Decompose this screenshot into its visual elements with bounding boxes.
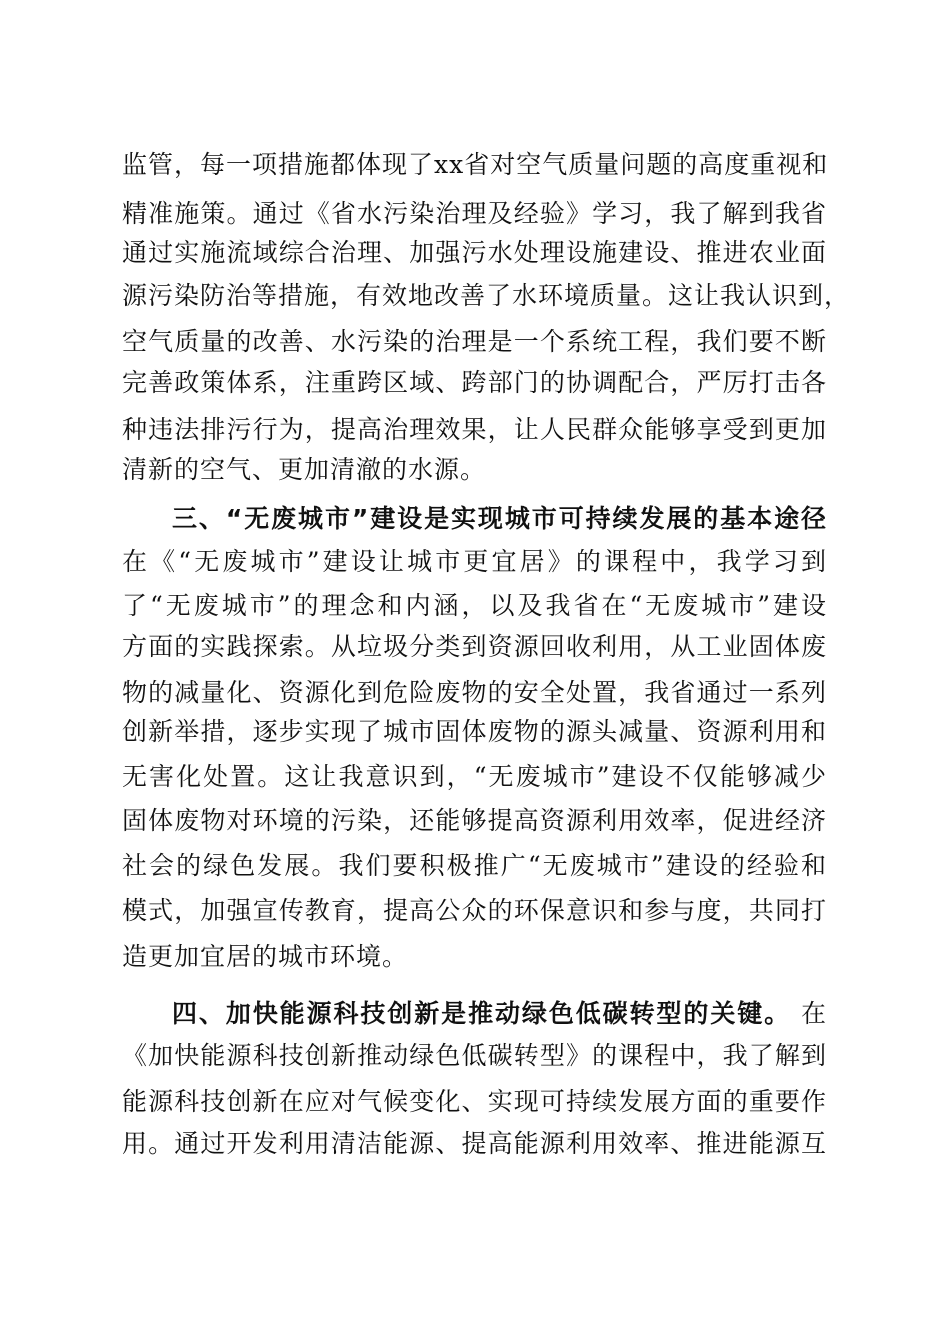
paragraph-line: 能源科技创新在应对气候变化、实现可持续发展方面的重要作 bbox=[122, 1087, 827, 1116]
paragraph-line: 清新的空气、更加清澈的水源。 bbox=[122, 455, 487, 484]
paragraph-line: 监管，每一项措施都体现了xx省对空气质量问题的高度重视和 bbox=[122, 150, 829, 179]
paragraph-line: 社会的绿色发展。我们要积极推广“无废城市”建设的经验和 bbox=[122, 851, 827, 880]
paragraph-line: 物的减量化、资源化到危险废物的安全处置，我省通过一系列 bbox=[122, 678, 827, 707]
paragraph-line: 了“无废城市”的理念和内涵，以及我省在“无废城市”建设 bbox=[122, 591, 827, 620]
paragraph-line: 模式，加强宣传教育，提高公众的环保意识和参与度，共同打 bbox=[122, 896, 827, 925]
paragraph-line: 无害化处置。这让我意识到，“无废城市”建设不仅能够减少 bbox=[122, 762, 827, 791]
paragraph-line: 空气质量的改善、水污染的治理是一个系统工程，我们要不断 bbox=[122, 327, 827, 356]
paragraph-line: 造更加宜居的城市环境。 bbox=[122, 942, 409, 971]
paragraph-line: 源污染防治等措施，有效地改善了水环境质量。这让我认识到， bbox=[122, 281, 851, 310]
paragraph-line: 创新举措，逐步实现了城市固体废物的源头减量、资源利用和 bbox=[122, 717, 827, 746]
section-heading-4: 四、加快能源科技创新是推动绿色低碳转型的关键。 bbox=[172, 999, 792, 1028]
paragraph-line: 通过实施流域综合治理、加强污水处理设施建设、推进农业面 bbox=[122, 238, 827, 267]
paragraph-line: 方面的实践探索。从垃圾分类到资源回收利用，从工业固体废 bbox=[122, 632, 827, 661]
paragraph-line: 用。通过开发利用清洁能源、提高能源利用效率、推进能源互 bbox=[122, 1129, 827, 1158]
paragraph-line: 种违法排污行为，提高治理效果，让人民群众能够享受到更加 bbox=[122, 415, 827, 444]
paragraph-line: 完善政策体系，注重跨区域、跨部门的协调配合，严厉打击各 bbox=[122, 368, 827, 397]
paragraph-line: 《加快能源科技创新推动绿色低碳转型》的课程中，我了解到 bbox=[122, 1041, 827, 1070]
paragraph-line: 精准施策。通过《省水污染治理及经验》学习，我了解到我省 bbox=[122, 199, 827, 228]
section-heading-3: 三、“无废城市”建设是实现城市可持续发展的基本途径 bbox=[172, 504, 827, 533]
paragraph-line: 在《“无废城市”建设让城市更宜居》的课程中，我学习到 bbox=[122, 547, 827, 576]
paragraph-line: 固体废物对环境的污染，还能够提高资源利用效率，促进经济 bbox=[122, 806, 827, 835]
section-heading-4-line bbox=[172, 994, 827, 1034]
section-heading-4-tail: 在 bbox=[800, 999, 827, 1028]
